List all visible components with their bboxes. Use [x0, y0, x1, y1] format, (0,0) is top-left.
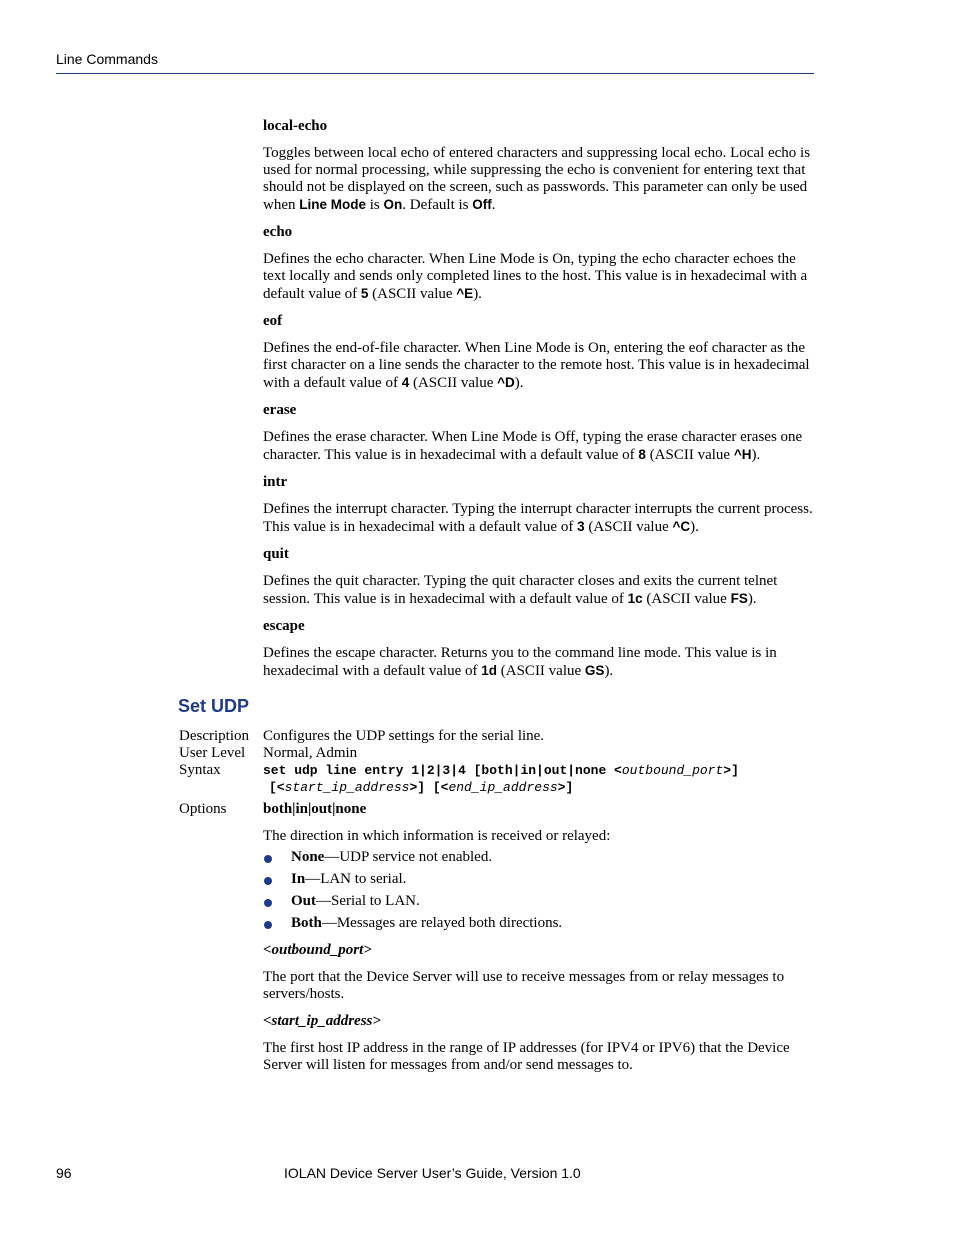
list-item: Out—Serial to LAN.: [263, 893, 813, 910]
bullet-icon: [264, 899, 272, 907]
direction-text: The direction in which information is received or relayed:: [263, 828, 611, 844]
param-escape-term: escape: [263, 618, 305, 634]
param-quit-term: quit: [263, 546, 289, 562]
param-erase-desc: Defines the erase character. When Line Mode is Off, typing the erase character erases one character. This value is in hexadecimal with a default value of 8 (ASCII value ^H).: [263, 429, 803, 463]
running-header: Line Commands: [56, 51, 158, 67]
user-level-label: User Level: [179, 745, 246, 761]
param-erase-term: erase: [263, 402, 297, 418]
list-item: In—LAN to serial.: [263, 871, 813, 888]
options-head: both|in|out|none: [263, 801, 367, 817]
param-eof-desc: Defines the end-of-file character. When Line Mode is On, entering the eof character as the first character on a line sends the character to the remote host. This value is in hexadecimal with a default value of 4 (ASCII value ^D).: [263, 340, 810, 391]
param-escape-desc: Defines the escape character. Returns you to the command line mode. This value is in hexadecimal with a default value of 1d (ASCII value GS).: [263, 645, 777, 679]
user-level-row: [179, 745, 819, 762]
parameter-list: [263, 118, 813, 690]
options-value: [263, 801, 813, 1084]
description-row: [179, 728, 819, 745]
page-number: 96: [56, 1165, 72, 1181]
syntax-value: set udp line entry 1|2|3|4 [both|in|out|none <outbound_port>] [<start_ip_address>] [<end_ip_address>]: [263, 763, 739, 795]
param-local-echo-desc: Toggles between local echo of entered characters and suppressing local echo. Local echo is used for normal processing, while suppressing the echo is convenient for entering text that should not be displayed on the screen, such as passwords. This parameter can only be used when Line Mode is On. Default is Off.: [263, 145, 811, 213]
section-title-set-udp: Set UDP: [178, 696, 250, 716]
param-echo-desc: Defines the echo character. When Line Mode is On, typing the echo character echoes the text locally and sends only completed lines to the host. This value is in hexadecimal with a default value of 5 (ASCII value ^E).: [263, 251, 808, 302]
param-intr-desc: Defines the interrupt character. Typing the interrupt character interrupts the current process. This value is in hexadecimal with a default value of 3 (ASCII value ^C).: [263, 501, 813, 535]
list-item: None—UDP service not enabled.: [263, 849, 813, 866]
user-level-value: Normal, Admin: [263, 745, 358, 761]
param-intr-term: intr: [263, 474, 288, 490]
outbound-port-head: <outbound_port>: [263, 942, 372, 958]
list-item: Both—Messages are relayed both directions.: [263, 915, 813, 932]
description-label: Description: [179, 728, 249, 744]
options-label: Options: [179, 801, 227, 817]
outbound-port-desc: The port that the Device Server will use to receive messages from or relay messages to servers/hosts.: [263, 969, 785, 1002]
start-ip-desc: The first host IP address in the range of IP addresses (for IPV4 or IPV6) that the Device Server will listen for messages from and/or send messages to.: [263, 1040, 790, 1073]
footer-title: IOLAN Device Server User’s Guide, Version 1.0: [284, 1165, 581, 1181]
header-rule: [56, 73, 814, 74]
options-row: [179, 801, 819, 1084]
param-quit-desc: Defines the quit character. Typing the quit character closes and exits the current telnet session. This value is in hexadecimal with a default value of 1c (ASCII value FS).: [263, 573, 778, 607]
syntax-row: [179, 762, 819, 796]
syntax-label: Syntax: [179, 762, 221, 778]
set-udp-table: [179, 728, 819, 1084]
bullet-icon: [264, 877, 272, 885]
param-local-echo-term: local-echo: [263, 118, 328, 134]
param-eof-term: eof: [263, 313, 283, 329]
direction-list: [263, 849, 813, 932]
description-value: Configures the UDP settings for the serial line.: [263, 728, 545, 744]
start-ip-head: <start_ip_address>: [263, 1013, 381, 1029]
param-echo-term: echo: [263, 224, 293, 240]
bullet-icon: [264, 921, 272, 929]
bullet-icon: [264, 855, 272, 863]
